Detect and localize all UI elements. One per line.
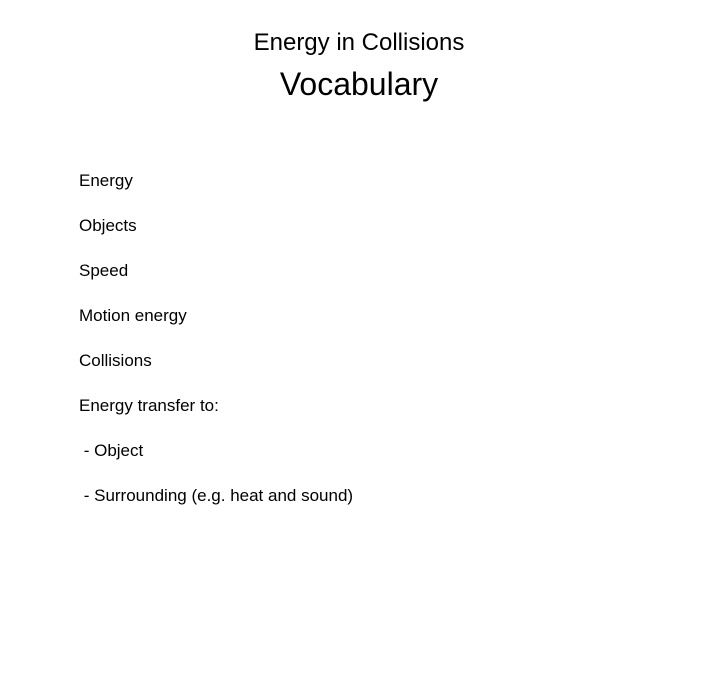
vocab-subitem-surrounding: - Surrounding (e.g. heat and sound) <box>79 486 354 505</box>
vocab-term-objects: Objects <box>79 216 137 235</box>
document-title: Vocabulary <box>279 66 439 102</box>
document-subtitle: Energy in Collisions <box>253 29 465 56</box>
vocab-term-energy: Energy <box>79 171 133 190</box>
vocab-subitem-object: - Object <box>79 441 144 460</box>
vocab-term-collisions: Collisions <box>79 351 152 370</box>
vocab-term-motion-energy: Motion energy <box>79 306 187 325</box>
vocab-term-speed: Speed <box>79 261 129 280</box>
vocab-term-energy-transfer: Energy transfer to: <box>79 396 219 415</box>
vocabulary-list <box>79 170 353 530</box>
